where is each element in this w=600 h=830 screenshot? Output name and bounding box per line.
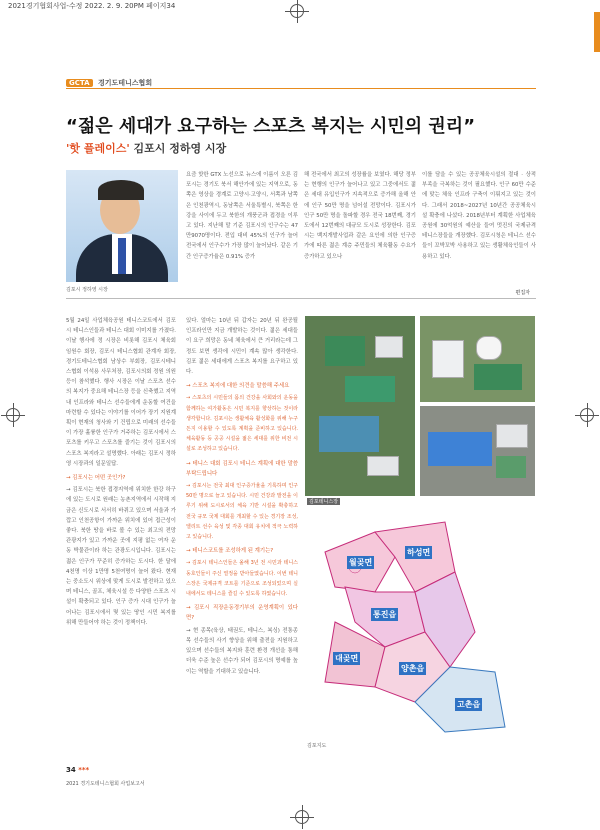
page-number-value: 34 <box>66 766 76 774</box>
aerial-photo-complex <box>305 316 415 496</box>
question-4: → 테니스코트를 조성하게 된 계기는? <box>186 548 274 555</box>
crop-mark-left <box>6 408 20 422</box>
map-region-daegot: 대곶면 <box>335 654 359 663</box>
page-stars: *** <box>78 766 90 774</box>
edge-tab <box>594 12 600 52</box>
body-column-2 <box>186 316 298 756</box>
portrait-caption: 김포시 정하영 시장 <box>66 287 108 293</box>
header-rule <box>66 88 536 89</box>
crop-mark-bottom <box>295 810 309 824</box>
map-region-gochon: 고촌읍 <box>457 700 481 709</box>
aerial-photo-indoor-arena <box>420 406 535 496</box>
answer-2: → 스포츠의 시민들의 몸의 건강을 사회와의 운동을 함께하는 여가활동은 시민 복지를 향상하는 것이라 생각합니다. 김포시는 생활체육 활성화를 위해 누구든지 이용할 수 있도록 계획을 준비하고 있습니다. 체육활동 등 공공 시설을 젊은 세대를 위한 비전 시설로 조성하고 있습니다. <box>186 395 298 453</box>
crop-mark-top <box>290 4 304 18</box>
answer-4: → 김포시 테니스인들은 올해 3년 전 시민과 테니스 동호인들이 주신 열정을 받아들였습니다. 이번 테니스장은 국제규격 코트를 기준으로 조성되었으며 실내에서도 테니스를 즐길 수 있도록 하였습니다. <box>186 560 298 598</box>
intro-column-1 <box>186 170 298 288</box>
intro-text-1: 요즘 핫한 GTX 노선으로 뉴스에 이름이 오른 김포시는 경기도 북서 해안가에 있는 지역으로, 동쪽은 영상을 경계로 고양시·고양시, 서쪽과 남쪽은 인천광역시, 동남쪽은 서울특별시, 북쪽은 한강을 사이에 두고 북한의 개풍군과 접경을 이루고 있다. 지난해 말 기준 김포시의 인구수는 47만9070명이다. 전입 대비 45%의 인구가 늘어 전국에서 인구수가 가장 많이 늘어났다. 같은 기간 인구증가율은 0.91% 증가 <box>186 172 298 260</box>
map-region-tongjin: 통진읍 <box>373 610 397 619</box>
question-2: → 스포츠 복지에 대한 의견을 말씀해 주세요 <box>186 383 290 390</box>
answer-1: → 김포시는 북한 접경지역에 위치한 한강 하구에 있는 도시로 원래는 농촌지역에서 시작해 지금은 신도시로 서서히 바뀌고 있으며 서울과 가깝고 인천공항이 가까운 위치에 있어 접근성이 좋다. 북한 땅을 바로 볼 수 있는 최고의 전망 관광지가 있고 가까운 곳에 지평 없는 여자 운동 박물관이라 하는 관광도시입니다. 김포시는 젊은 인구가 꾸준히 증가하는 도시다. 한 달에 4천명 이상 1만명 5천여명이 늘어 왔다. 현재는 중소도시 위상에 맞게 도시로 발전하고 있으며 테니스, 골프, 체육시설 등 다양한 스포츠 시설이 확충되고 있다. 인구 증가 시대 인구가 늘어나는 김포시에서 몇 있는 땅인 시민 복지를 위해 만들어야 하는 것이 정책이다. <box>66 487 176 626</box>
map-region-wolgot: 월곶면 <box>349 558 373 567</box>
byline: 편집자 <box>515 290 530 296</box>
map-region-haseong: 하성면 <box>407 548 431 557</box>
aerial-caption: 김포테니스장 <box>309 499 338 505</box>
subtitle-name: 김포시 정하영 시장 <box>129 142 227 155</box>
mayor-portrait <box>66 170 178 282</box>
logo-mark: GCTA <box>66 79 93 87</box>
body-column-1 <box>66 316 176 756</box>
intro-column-3 <box>422 170 536 282</box>
footer-publication: 2021 경기도테니스협회 사업보고서 <box>66 781 145 787</box>
print-header: 2021경기협회사업-수정 2022. 2. 9. 20PM 페이지34 <box>8 2 176 10</box>
body-text-2: 있다. 얼마는 10년 뒤 갑자는 20년 뒤 완공될 인프라인만 지금 개발하는 것이다. 젊은 세대들이 요구 희망은 동네 체육에서 큰 거리라는데 그정도 보면 생각에 시민이 계속 많아 생각한다. 김포 젊은 세대에게 스포츠 복지를 요구하고 있다. <box>186 318 298 376</box>
question-5: → 김포시 직장운동경기부의 운영계획이 있다면? <box>186 605 298 622</box>
subtitle-highlight: '핫 플레이스' <box>66 142 130 155</box>
intro-text-3: 이를 담을 수 있는 공공체육시설의 절대 · 상적 부족을 극복하는 것이 필요했다. 인구 60만 수준에 맞는 체육 인프라 구축이 이뤄지고 있는 것이다. 그래서 2018~2027년 10년간 공공체육시설 확충에 나섰다. 2018년부터 계획한 사업체육공원에 30억원의 예산을 들여 멋진의 국제규격 테니스장들을 개장했다. 김포시청은 테니스 선수들이 꼬박꼬박 사용하고 있는 생활체육인들이 사용하고 있다. <box>422 172 536 260</box>
answer-3: → 김포시는 전국 최대 인구증가율을 기록하며 인구 50만 명으로 늘고 있습니다. 시민 건강과 발전을 이루기 위해 도시로서의 체육 기반 시설을 확충하고 전국 규모 국제 대회를 개최할 수 있는 경기장 조성, 엘리트 선수 육성 및 각종 대회 유치에 적극 노력하고 있습니다. <box>186 483 298 541</box>
article-title: “젊은 세대가 요구하는 스포츠 복지는 시민의 권리” <box>66 116 476 137</box>
question-1: → 김포시는 어떤 곳인가? <box>66 475 126 482</box>
association-logo <box>66 78 152 88</box>
intro-column-2 <box>304 170 416 288</box>
section-divider <box>66 298 536 299</box>
map-region-yangchon: 양촌읍 <box>401 664 425 673</box>
article-subtitle <box>66 140 226 156</box>
logo-text: 경기도테니스협회 <box>97 79 153 87</box>
map-caption: 김포지도 <box>307 743 327 749</box>
intro-text-2: 해 전국에서 최고의 성장률을 보였다. 해당 정부는 현행의 인구가 늘어나고 있고 그중에서도 젊은 세대 유입인구가 지속적으로 증가해 올해 안에 인구 50만 명을 넘어설 전망이다. 김포시가 인구 50만 명을 돌파할 경우 전국 18번째, 경기도에서 12번째의 대규모 도시로 성장한다. 김포시는 백지개발사업과 같은 요인에 의한 인구증가에 따른 젊은 계층 주민들의 체육활동 수요가 증가하고 있으나 <box>304 172 416 260</box>
question-3: → 테니스 대회 김포시 테니스 계획에 대한 말씀 부탁드립니다 <box>186 460 298 477</box>
answer-5: → 현 종목(육상, 태권도, 테니스, 복싱) 전통종목 선수들의 사기 향상을 위해 출전을 지원하고 있으며 선수들의 복지와 훈련 환경 개선을 통해 더욱 수준 높은 선수가 되어 김포시의 명예를 높이는 역할을 기대하고 있습니다. <box>186 627 298 675</box>
crop-mark-right <box>580 408 594 422</box>
body-text-1: 5월 24일 사업체육공원 테니스코트에서 김포시 테니스인들과 테니스 대회 이미지를 가졌다. 이날 행사에 정 시장은 비롯해 김포시 체육회 임원수 회장, 김포시 테니스협회 관계자 회장, 경기도테니스협회 남상수 부회장, 김포시테니스협회 이석용 사무처장, 김포시의회 정원 의원 등이 참석했다. 행사 시장은 이날 스포츠 선수의 복지가 중요해 테니스장 등을 신축했고 지역 내 인프라와 테니스 선수들에게 운동할 여건을 마련할 수 있다는 이야기를 이어가 장기 지원계획이 현재의 청사와 기 건립으로 미래의 선수들이 가장 훌륭한 인구가 거주하는 김포시에서 스포츠를 키우고 스포츠를 즐기는 것이 김포시의 스포츠 복지라고 설명했다. 아래는 김포시 정하영 시장과의 일문일답. <box>66 318 176 467</box>
aerial-photo-domes <box>420 316 535 402</box>
gimpo-map <box>305 512 535 742</box>
page-number <box>66 766 89 774</box>
